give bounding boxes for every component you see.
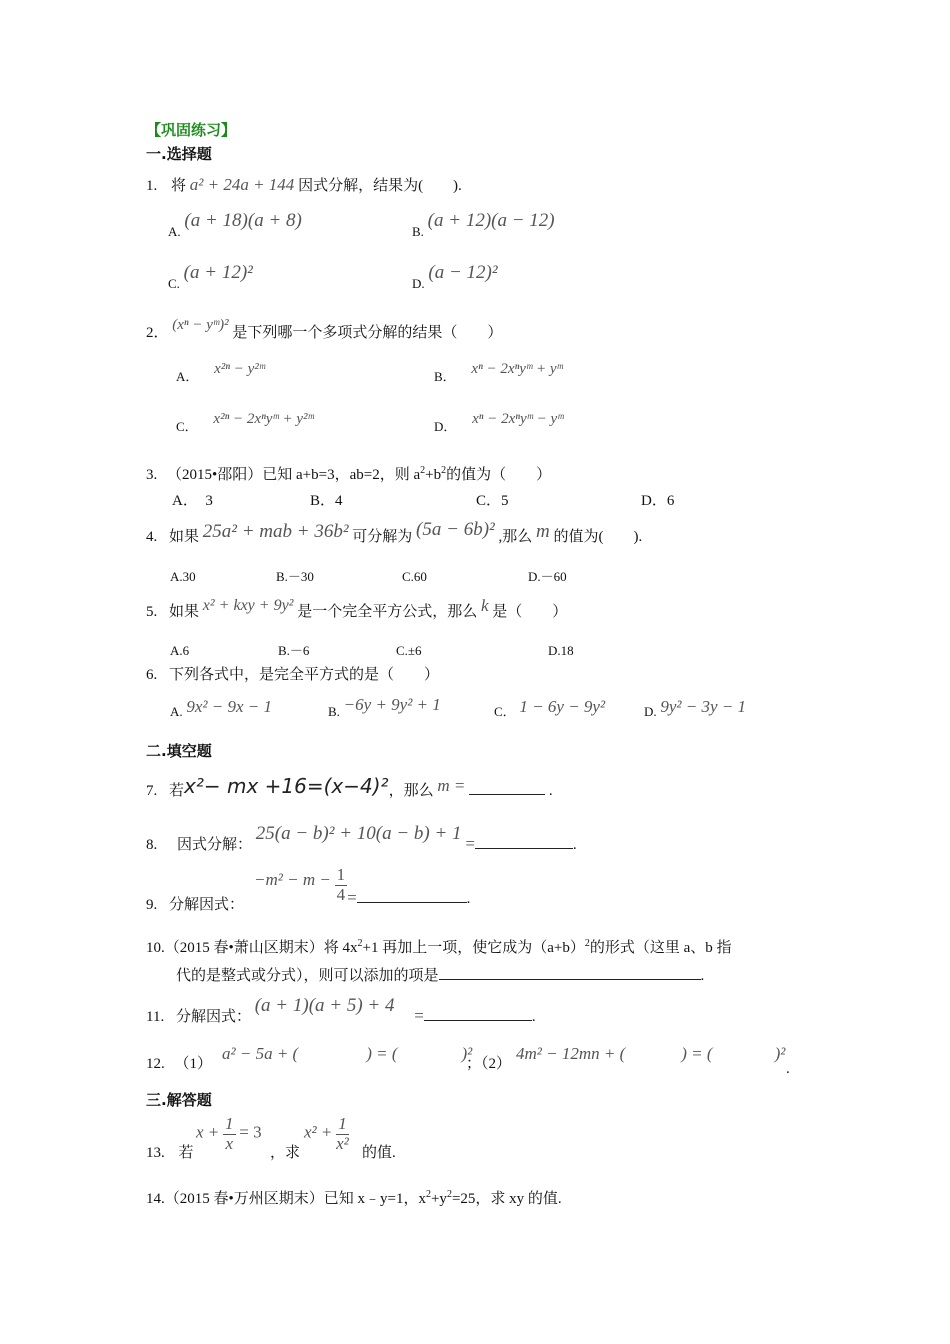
q11-number: 11. <box>146 1009 165 1025</box>
q5-text-b: 是一个完全平方公式，那么 <box>297 604 478 620</box>
practice-header: 【巩固练习】 <box>146 121 237 139</box>
question-9-label <box>146 898 244 913</box>
q4-target: (5a − 6b)² <box>416 519 495 540</box>
q6-option-a-expr: 9x² − 9x − 1 <box>186 697 273 716</box>
q1-option-d-label: D. <box>412 276 425 291</box>
q2-option-c-label: C． <box>176 419 198 434</box>
q3-option-c[interactable]: C．5 <box>476 493 509 509</box>
q7-text-a: 若 <box>169 783 185 799</box>
q1-option-c-label: C. <box>168 276 180 291</box>
q5-option-c[interactable]: C.±6 <box>396 643 422 658</box>
q7-number: 7. <box>146 783 158 799</box>
q1-option-a-label: A. <box>168 224 181 239</box>
q4-text-c: ,那么 <box>498 529 533 545</box>
q3-sup-1: 2 <box>420 465 426 476</box>
q13-cond-fraction <box>223 1115 236 1153</box>
q10-blank[interactable] <box>439 967 701 980</box>
q3-number: 3. <box>146 467 158 483</box>
q9-expr: −m² − m − <box>254 869 331 889</box>
q10-line2: 代的是整式或分式），则可以添加的项是 <box>176 968 439 984</box>
q13-text-b: ，求 <box>270 1145 301 1161</box>
question-14 <box>146 1189 562 1207</box>
q2-option-d[interactable] <box>434 411 564 435</box>
q2-option-c[interactable] <box>176 411 314 435</box>
q13-target-num: 1 <box>336 1115 349 1135</box>
q2-option-d-expr: xⁿ − 2xⁿyᵐ − yᵐ <box>472 411 564 427</box>
q1-text-a: 将 <box>171 178 187 194</box>
q8-number: 8. <box>146 837 158 853</box>
q11-end: . <box>531 1009 536 1025</box>
question-7 <box>146 774 553 799</box>
q13-condition <box>196 1115 262 1153</box>
q14-number: 14. <box>146 1191 165 1207</box>
q4-text-b: 可分解为 <box>352 529 413 545</box>
q10-line1-c: 的形式（这里 a、b 指 <box>589 940 732 956</box>
q10-line1-a: （2015 春•萧山区期末）将 4x <box>164 940 358 956</box>
q12-expr-d: 4m² − 12mn + ( <box>516 1044 626 1063</box>
question-10-line2 <box>176 967 704 984</box>
q9-expression <box>254 865 471 907</box>
q7-blank[interactable] <box>469 782 545 795</box>
question-13 <box>146 1146 194 1161</box>
q9-frac-num: 1 <box>336 865 346 884</box>
question-10-line1 <box>146 938 732 956</box>
q12-expr-1 <box>222 1045 472 1063</box>
q5-option-a[interactable]: A.6 <box>170 643 190 658</box>
q11-equals: = <box>414 1006 424 1025</box>
q2-option-d-label: D． <box>434 419 457 434</box>
q1-option-d-expr: (a − 12)² <box>428 262 498 283</box>
q2-option-b[interactable] <box>434 361 563 385</box>
q12-part1: （1） <box>174 1056 213 1072</box>
q8-expression: 25(a − b)² + 10(a − b) + 1 <box>255 823 462 844</box>
q10-sup2: 2 <box>584 938 590 949</box>
q1-option-c[interactable] <box>168 262 253 292</box>
q14-text-c: =25，求 xy 的值. <box>451 1191 562 1207</box>
q7-end: . <box>548 783 553 799</box>
q5-expression: x² + kxy + 9y² <box>202 597 294 614</box>
q4-option-c[interactable]: C.60 <box>402 569 427 584</box>
q7-expression: x²− mx +16=(x−4)² <box>184 774 389 798</box>
q3-sup-2: 2 <box>441 465 447 476</box>
q6-option-b-label: B. <box>328 704 340 719</box>
q3-text-b: +b <box>425 467 442 483</box>
q6-number: 6. <box>146 667 158 683</box>
section-answer: 三.解答题 <box>146 1091 212 1109</box>
q14-sup-2: 2 <box>446 1189 452 1200</box>
q6-option-a[interactable] <box>170 697 273 720</box>
q12-expr-f: )² <box>774 1044 786 1063</box>
q3-text-a: （2015•邵阳）已知 a+b=3，ab=2，则 a <box>167 467 421 483</box>
q6-text: 下列各式中，是完全平方式的是（ ） <box>169 667 440 683</box>
q11-blank[interactable] <box>424 1008 532 1021</box>
q6-option-b-expr: −6y + 9y² + 1 <box>343 695 441 714</box>
q13-text-a: 若 <box>178 1145 194 1161</box>
q1-number: 1. <box>146 178 158 194</box>
q1-option-b-expr: (a + 12)(a − 12) <box>427 210 555 231</box>
q9-fraction <box>335 866 348 904</box>
q2-number: 2． <box>146 325 169 341</box>
q6-option-d-expr: 9y² − 3y − 1 <box>660 697 747 716</box>
q12-expr-a: a² − 5a + ( <box>222 1044 299 1063</box>
q12-expr-b: ) = ( <box>366 1044 398 1063</box>
q13-cond-den: x <box>225 1133 234 1153</box>
q10-line1-b: +1 再加上一项，使它成为（a+b） <box>362 940 585 956</box>
q6-option-d-label: D. <box>644 704 657 719</box>
q2-option-b-expr: xⁿ − 2xⁿyᵐ + yᵐ <box>471 361 563 377</box>
q9-equals: = <box>347 887 357 907</box>
section-choice: 一.选择题 <box>146 145 212 163</box>
q12-part2: ；（2） <box>466 1056 512 1072</box>
q5-text-a: 如果 <box>169 604 200 620</box>
q13-target-fraction <box>336 1115 349 1153</box>
q13-target-den: x² <box>336 1133 349 1153</box>
question-11 <box>146 995 536 1025</box>
q6-option-c-label: C． <box>494 704 516 719</box>
q10-number: 10. <box>146 940 165 956</box>
q7-text-b: ，那么 <box>388 783 434 799</box>
q11-text-a: 分解因式： <box>175 1009 251 1025</box>
q1-option-c-expr: (a + 12)² <box>183 262 253 283</box>
q13-text-c: 的值. <box>362 1145 396 1161</box>
q12-end: . <box>786 1061 790 1077</box>
q8-equals: = <box>465 834 475 853</box>
q14-sup-1: 2 <box>425 1189 431 1200</box>
q5-variable: k <box>480 596 489 615</box>
q4-option-a[interactable]: A.30 <box>170 569 196 584</box>
q13-cond-num: 1 <box>225 1114 234 1133</box>
q8-text-a: 因式分解： <box>177 837 253 853</box>
section-fill: 二.填空题 <box>146 742 212 760</box>
q1-option-b[interactable] <box>412 210 555 240</box>
q1-option-a[interactable] <box>168 210 302 240</box>
question-6 <box>146 668 439 683</box>
q5-text-c: 是（ ） <box>492 604 568 620</box>
q12-expr-c: )² <box>461 1044 473 1063</box>
question-4 <box>146 519 643 545</box>
q2-text: 是下列哪一个多项式分解的结果（ ） <box>232 325 503 341</box>
q5-number: 5. <box>146 604 158 620</box>
q9-frac-den: 4 <box>336 884 346 904</box>
q3-option-d[interactable]: D．6 <box>641 493 675 509</box>
q12-expr-2 <box>516 1045 785 1063</box>
q3-option-b[interactable]: B．4 <box>310 493 343 509</box>
question-12 <box>146 1057 212 1072</box>
q7-m: m = <box>437 776 466 795</box>
q1-option-b-label: B. <box>412 224 424 239</box>
q1-expression: a² + 24a + 144 <box>189 175 295 194</box>
q14-text-b: +y <box>430 1191 447 1207</box>
q10-sup: 2 <box>357 938 363 949</box>
q3-text-c: 的值为（ ） <box>446 467 552 483</box>
q1-option-a-expr: (a + 18)(a + 8) <box>184 210 302 231</box>
q4-expression: 25a² + mab + 36b² <box>202 521 349 542</box>
question-3 <box>146 465 552 483</box>
q13-target-a: x² + <box>304 1122 333 1142</box>
q2-option-a-label: A． <box>176 369 199 384</box>
q12-number: 12. <box>146 1056 165 1072</box>
q4-variable: m <box>535 521 550 542</box>
q3-option-a[interactable]: A． 3 <box>172 493 213 509</box>
q11-expression: (a + 1)(a + 5) + 4 <box>254 995 395 1016</box>
q9-blank[interactable] <box>357 890 467 903</box>
q2-option-a-expr: x²ⁿ − y²ᵐ <box>214 361 266 377</box>
q13-cond-eq: = 3 <box>239 1122 262 1142</box>
question-2 <box>146 317 503 341</box>
q5-option-b[interactable]: B.－6 <box>278 643 310 658</box>
q1-text-b: 因式分解，结果为( ). <box>298 178 462 194</box>
q6-option-a-label: A. <box>170 704 183 719</box>
q4-text-a: 如果 <box>169 529 200 545</box>
q13-number: 13. <box>146 1145 165 1161</box>
q9-text-a: 分解因式： <box>169 897 245 913</box>
q2-option-b-label: B． <box>434 369 456 384</box>
q2-option-a[interactable] <box>176 361 266 385</box>
question-5 <box>146 596 568 620</box>
question-8 <box>146 823 577 853</box>
q1-option-d[interactable] <box>412 262 498 292</box>
q9-end: . <box>466 890 471 907</box>
q14-text-a: （2015 春•万州区期末）已知 x﹣y=1，x <box>164 1191 426 1207</box>
q4-number: 4. <box>146 529 158 545</box>
q2-option-c-expr: x²ⁿ − 2xⁿyᵐ + y²ᵐ <box>213 411 314 427</box>
q4-option-d[interactable]: D.－60 <box>528 569 567 584</box>
q2-expression: (xⁿ − yᵐ)² <box>172 317 229 333</box>
q10-end: . <box>700 968 705 984</box>
q13-target <box>304 1115 349 1153</box>
q6-option-c[interactable] <box>494 697 606 720</box>
q12-expr-e: ) = ( <box>681 1044 713 1063</box>
q8-blank[interactable] <box>475 836 573 849</box>
q6-option-d[interactable] <box>644 697 747 720</box>
q9-number: 9. <box>146 897 158 913</box>
q13-cond-a: x + <box>196 1122 220 1142</box>
q6-option-c-expr: 1 − 6y − 9y² <box>519 697 606 716</box>
q4-option-b[interactable]: B.－30 <box>276 569 314 584</box>
q8-end: . <box>572 837 577 853</box>
question-1 <box>146 176 462 194</box>
q4-text-d: 的值为( ). <box>553 529 643 545</box>
q6-option-b[interactable] <box>328 695 441 720</box>
q5-option-d[interactable]: D.18 <box>548 643 574 658</box>
